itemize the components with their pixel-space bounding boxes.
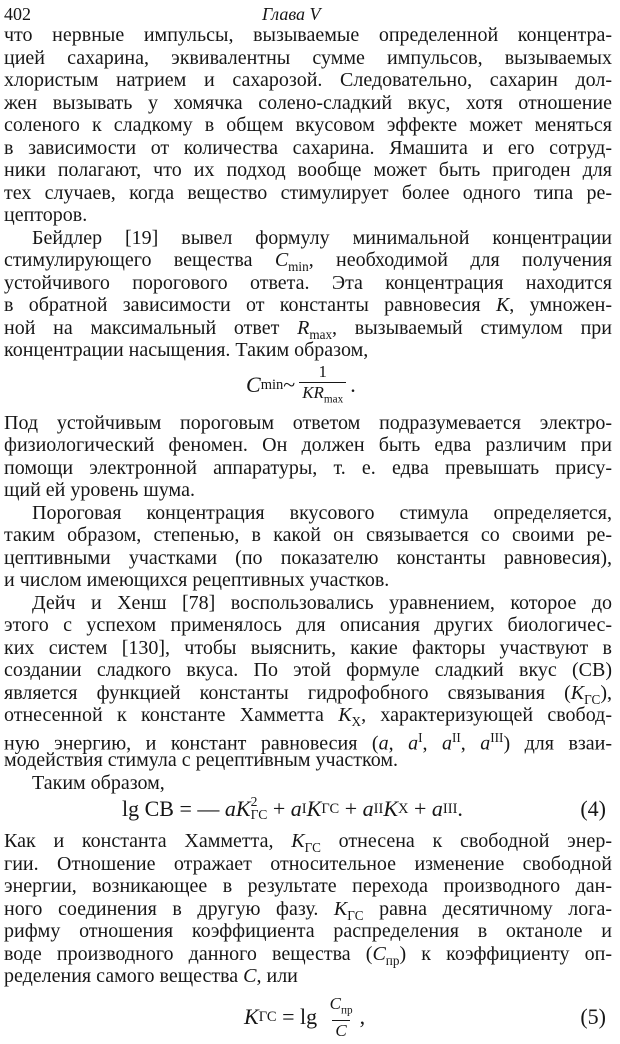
text-line: жен вызывать у хомячка солено-сладкий вкус, хотя отношение bbox=[4, 91, 612, 114]
text-line: этого с успехом применялось для описания других биологичес- bbox=[4, 614, 612, 636]
text-line: соленого к сладкому в общем вкусовом эффекте может меняться bbox=[4, 114, 612, 136]
text-line: Дейч и Хенш [78] воспользовались уравнением, которое до bbox=[32, 591, 612, 614]
text-line: тех случаев, когда вещество стимулирует более одного типа ре- bbox=[4, 181, 612, 204]
text-line: что нервные импульсы, вызываемые определенной концентра- bbox=[4, 24, 612, 46]
running-header bbox=[0, 4, 620, 24]
text-line: цией сахарина, эквивалентны сумме импульсов, вызываемых bbox=[4, 46, 612, 69]
text-line: щий ей уровень шума. bbox=[4, 479, 195, 501]
text-line: отнесенной к константе Хамметта $K_X$, характеризующей свобод- bbox=[4, 704, 612, 729]
text-line: ной на максимальный ответ $R_{max}$, вызываемый стимулом при bbox=[4, 316, 612, 342]
body-text bbox=[4, 24, 612, 1044]
formula-4: lg СВ = — a K 2 ГС + a I K ГС + a II K X + a III . (4) bbox=[122, 794, 606, 822]
formula-5: K ГС = lg $\frac{C_{пр}}{C}$ , (5) bbox=[244, 993, 606, 1040]
text-line: помощи электронной аппаратуры, т. е. едва превышать прису- bbox=[4, 456, 612, 479]
text-line: воде производного данного вещества $(C_{пр})$ к коэффициенту оп- bbox=[4, 942, 612, 968]
text-line: Как и константа Хамметта, $K_{ГС}$ отнесена к свободной энер- bbox=[4, 830, 612, 855]
text-line: модействия стимула с рецептивным участком. bbox=[4, 749, 399, 771]
text-line: в обратной зависимости от константы равновесия K, умножен- bbox=[4, 294, 612, 316]
text-line: Бейдлер [19] вывел формулу минимальной концентрации bbox=[32, 226, 612, 249]
text-line: энергии, возникающее в результате перехода производного дан- bbox=[4, 875, 612, 897]
text-line: хлористым натрием и сахарозой. Следовательно, сахарин дол- bbox=[4, 69, 612, 91]
text-line: и числом имеющихся рецептивных участков. bbox=[4, 569, 390, 591]
text-line: является функцией константы гидрофобного связывания $(K_{ГС})$, bbox=[4, 681, 612, 707]
text-line: ники полагают, что их подход вообще может быть пригоден для bbox=[4, 159, 612, 181]
text-line: ких систем [130], чтобы выяснить, какие факторы участвуют в bbox=[4, 636, 612, 659]
page-number: 402 bbox=[4, 4, 31, 24]
text-line: Таким образом, bbox=[32, 771, 165, 794]
text-line: ределения самого вещества C, или bbox=[4, 965, 298, 987]
text-line: цептивными участками (по показателю константы равновесия), bbox=[4, 546, 612, 569]
text-line: ную энергию, и констант равновесия (a, $a^I$, $a^{II}$, $a^{III}$) для взаи- bbox=[4, 729, 613, 755]
fraction: $\frac{1}{KR_{max}}$ bbox=[299, 362, 346, 409]
equation-number: (5) bbox=[580, 1003, 606, 1029]
text-line: Пороговая концентрация вкусового стимула определяется, bbox=[32, 501, 612, 524]
text-line: цепторов. bbox=[4, 204, 88, 226]
text-line: создании сладкого вкуса. По этой формуле сладкий вкус (СВ) bbox=[4, 659, 612, 681]
equation-number: (4) bbox=[580, 796, 606, 821]
formula-cmin: C min ~ $\frac{1}{KR_{max}}$ . bbox=[4, 362, 612, 412]
text-line: таким образом, степенью, в какой он связывается со своими ре- bbox=[4, 524, 612, 546]
text-line: ного соединения в другую фазу. $K_{ГС}$ равна десятичному лога- bbox=[4, 897, 612, 923]
fraction: $\frac{C_{пр}}{C}$ bbox=[329, 993, 353, 1040]
text-line: концентрации насыщения. Таким образом, bbox=[4, 339, 369, 361]
text-line: физиологический феномен. Он должен быть едва различим при bbox=[4, 434, 612, 456]
text-line: стимулирующего вещества $C_{min}$, необходимой для получения bbox=[4, 249, 612, 274]
text-line: Под устойчивым пороговым ответом подразумевается электро- bbox=[4, 411, 612, 434]
text-line: устойчивого порогового ответа. Эта концентрация находится bbox=[4, 271, 612, 294]
text-line: рифму отношения коэффициента распределения в октаноле и bbox=[4, 920, 612, 942]
text-line: гии. Отношение отражает относительное изменение свободной bbox=[4, 852, 612, 875]
chapter-title: Глава V bbox=[262, 4, 321, 24]
text-line: в зависимости от количества сахарина. Ямашита и его сотруд- bbox=[4, 136, 612, 159]
